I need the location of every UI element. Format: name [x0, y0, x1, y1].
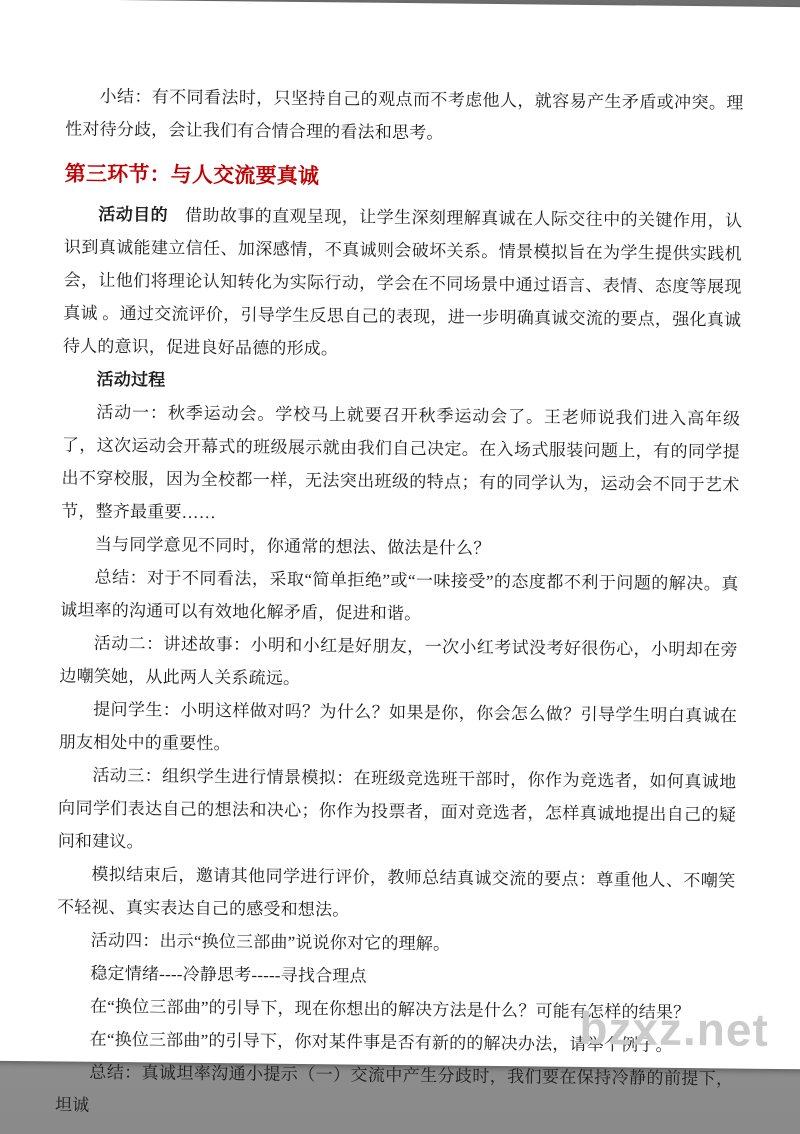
- paragraph-final-summary: 总结：真诚坦率沟通小提示（一）交流中产生分歧时，我们要在保持冷静的前提下，坦诚: [54, 1062, 734, 1115]
- paragraph-activity-2: 活动二：讲述故事：小明和小红是好朋友，一次小红考试没考好很伤心，小明却在旁边嘲笑她，从此两人关系疏远。: [59, 633, 738, 688]
- paragraph-three-steps: 稳定情绪----冷静思考-----寻找合理点: [90, 963, 367, 986]
- paragraph-simulation-feedback: 模拟结束后，邀请其他同学进行评价，教师总结真诚交流的要点：尊重他人、不嘲笑不轻视、真实表达自己的感受和想法。: [56, 864, 736, 920]
- paragraph-summary-1: 总结：对于不同看法，采取“简单拒绝”或“一味接受”的态度都不利于问题的解决。真诚坦率的沟通可以有效地化解矛盾，促进和谐。: [60, 567, 739, 624]
- paragraph-activity-purpose: [63, 197, 743, 369]
- paragraph-guided-question-2: 在“换位三部曲”的引导下，你对某件事是否有新的的解决办法，请举个例子。: [89, 1029, 673, 1055]
- activity-process-label: 活动过程: [96, 369, 166, 390]
- section-heading: 第三环节：与人交流要真诚: [64, 161, 320, 189]
- paragraph-question-1: 当与同学意见不同时，你通常的想法、做法是什么？: [94, 534, 491, 558]
- watermark: bzxz.net: [579, 1001, 770, 1056]
- paragraph-activity-1: 活动一：秋季运动会。学校马上就要召开秋季运动会了。王老师说我们进入高年级了，这次运动会开幕式的班级展示就由我们自己决定。在入场式服装问题上，有的同学提出不穿校服，因为全校都一样，无法突出班级的特点；有的同学认为，运动会不同于艺术节，整齐最重要……: [61, 402, 741, 523]
- paragraph-activity-4: 活动四：出示“换位三部曲”说说你对它的理解。: [90, 930, 451, 954]
- paragraph-activity-3: 活动三：组织学生进行情景模拟：在班级竞选班干部时，你作为竞选者，如何真诚地向同学们表达自己的想法和决心；你作为投票者，面对竞选者，怎样真诚地提出自己的疑问和建议。: [57, 765, 737, 852]
- activity-purpose-label: 活动目的: [98, 204, 169, 225]
- paragraph-question-2: 提问学生：小明这样做对吗？为什么？如果是你，你会怎么做？引导学生明白真诚在朋友相处中的重要性。: [58, 699, 738, 754]
- paragraph-intro-summary: 小结：有不同看法时，只坚持自己的观点而不考虑他人，就容易产生矛盾或冲突。理性对待分歧，会让我们有合情合理的看法和思考。: [65, 86, 744, 143]
- paragraph-guided-question-1: 在“换位三部曲”的引导下，现在你想出的解决方法是什么？可能有怎样的结果？: [89, 996, 691, 1023]
- activity-purpose-text: 借助故事的直观呈现，让学生深刻理解真诚在人际交往中的关键作用，认识到真诚能建立信任、加深感情，不真诚则会破坏关系。情景模拟旨在为学生提供实践机会，让他们将理论认知转化为实际行动，学会在不同场景中通过语言、表情、态度等展现真诚 。通过交流评价，引导学生反思自己的表现，进一步明确真诚交流的要点，强化真诚待人的意识，促进良好品德的形成。: [62, 205, 743, 359]
